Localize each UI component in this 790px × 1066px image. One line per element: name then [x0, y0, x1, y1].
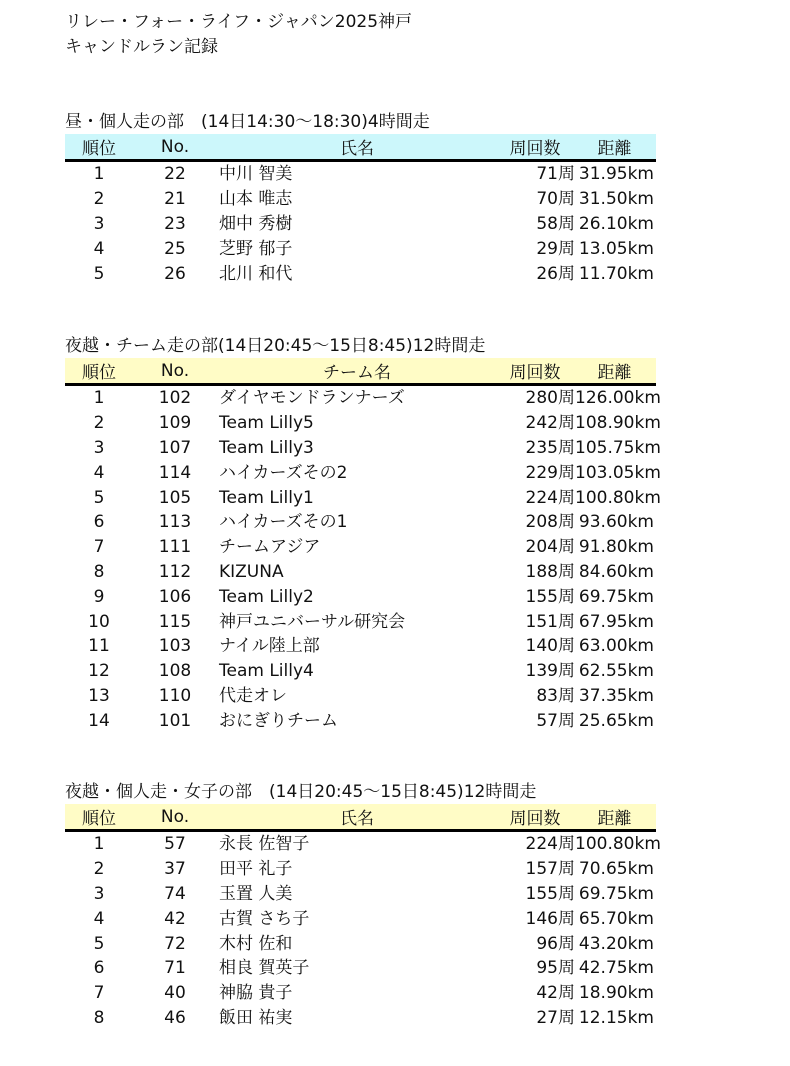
cell-name: Team Lilly5 [219, 413, 314, 434]
column-header-laps: 周回数 [509, 139, 561, 159]
table-header-row [65, 804, 656, 831]
cell-laps: 29周 [536, 238, 575, 259]
cell-distance: 69.75km [578, 883, 654, 904]
column-header-name: 氏名 [340, 139, 374, 159]
cell-distance: 43.20km [578, 933, 654, 954]
results-table-day-individual [65, 134, 656, 286]
table-row [65, 1006, 656, 1031]
column-header-no: No. [160, 136, 190, 157]
table-row [65, 187, 656, 212]
cell-rank: 8 [93, 561, 105, 582]
cell-distance: 25.65km [578, 710, 654, 731]
cell-distance: 108.90km [575, 413, 661, 434]
column-header-distance: 距離 [597, 809, 632, 829]
cell-no: 106 [158, 586, 192, 607]
cell-laps: 229周 [525, 462, 575, 483]
cell-distance: 11.70km [578, 263, 654, 284]
cell-no: 72 [164, 933, 186, 954]
cell-distance: 31.95km [578, 164, 654, 185]
cell-rank: 12 [88, 661, 110, 682]
table-row [65, 510, 656, 535]
cell-no: 21 [164, 189, 186, 210]
section-title-night-team: 夜越・チーム走の部(14日20:45～15日8:45)12時間走 [65, 336, 486, 356]
cell-no: 40 [164, 983, 186, 1004]
cell-name: 北川 和代 [219, 263, 293, 284]
cell-rank: 1 [93, 164, 105, 185]
table-row [65, 931, 656, 956]
cell-no: 107 [158, 437, 192, 458]
column-header-rank: 順位 [82, 139, 116, 159]
cell-distance: 91.80km [578, 537, 654, 558]
cell-no: 22 [164, 164, 186, 185]
cell-no: 102 [158, 388, 192, 409]
column-header-laps: 周回数 [509, 809, 561, 829]
section-title-night-women: 夜越・個人走・女子の部 (14日20:45～15日8:45)12時間走 [65, 782, 537, 802]
cell-distance: 63.00km [578, 636, 654, 657]
table-header-row [65, 134, 656, 161]
cell-rank: 4 [93, 238, 105, 259]
cell-distance: 105.75km [575, 437, 661, 458]
cell-laps: 58周 [536, 213, 575, 234]
cell-laps: 96周 [536, 933, 575, 954]
cell-name: 玉置 人美 [219, 883, 293, 904]
cell-laps: 224周 [525, 487, 575, 508]
cell-laps: 151周 [525, 611, 575, 632]
table-row [65, 535, 656, 560]
cell-rank: 4 [93, 462, 105, 483]
cell-distance: 31.50km [578, 189, 654, 210]
column-header-name: 氏名 [340, 809, 374, 829]
cell-name: KIZUNA [219, 561, 284, 582]
cell-laps: 146周 [525, 908, 575, 929]
cell-laps: 235周 [525, 437, 575, 458]
cell-no: 37 [164, 859, 186, 880]
cell-name: おにぎりチーム [219, 710, 338, 731]
table-row [65, 212, 656, 237]
cell-rank: 9 [93, 586, 105, 607]
cell-distance: 37.35km [578, 685, 654, 706]
table-row [65, 708, 656, 733]
table-row [65, 831, 656, 857]
cell-distance: 12.15km [578, 1007, 654, 1028]
cell-rank: 7 [93, 983, 105, 1004]
cell-no: 101 [158, 710, 192, 731]
cell-no: 46 [164, 1007, 186, 1028]
cell-name: 田平 礼子 [219, 859, 293, 880]
cell-name: 神脇 貴子 [219, 983, 293, 1004]
cell-no: 112 [158, 561, 192, 582]
table-row [65, 460, 656, 485]
table-header-row [65, 358, 656, 385]
cell-rank: 10 [88, 611, 110, 632]
cell-laps: 242周 [525, 413, 575, 434]
cell-name: ナイル陸上部 [219, 636, 320, 657]
table-row [65, 261, 656, 286]
cell-name: 中川 智美 [219, 164, 293, 185]
column-header-distance: 距離 [597, 139, 632, 159]
cell-name: 木村 佐和 [219, 933, 293, 954]
cell-rank: 2 [93, 189, 105, 210]
cell-name: 神戸ユニバーサル研究会 [219, 611, 406, 632]
cell-no: 111 [158, 537, 192, 558]
cell-rank: 5 [93, 263, 105, 284]
cell-distance: 62.55km [578, 661, 654, 682]
cell-no: 26 [164, 263, 186, 284]
table-row [65, 485, 656, 510]
cell-laps: 208周 [525, 512, 575, 533]
table-row [65, 436, 656, 461]
cell-rank: 1 [93, 834, 105, 855]
table-row [65, 385, 656, 411]
cell-laps: 70周 [536, 189, 575, 210]
cell-laps: 83周 [536, 685, 575, 706]
cell-no: 42 [164, 908, 186, 929]
table-row [65, 659, 656, 684]
cell-rank: 5 [93, 487, 105, 508]
cell-no: 109 [158, 413, 192, 434]
cell-laps: 155周 [525, 883, 575, 904]
cell-distance: 67.95km [578, 611, 654, 632]
cell-distance: 93.60km [578, 512, 654, 533]
cell-laps: 188周 [525, 561, 575, 582]
cell-laps: 139周 [525, 661, 575, 682]
cell-name: 古賀 さち子 [219, 908, 310, 929]
table-row [65, 684, 656, 709]
cell-rank: 6 [93, 958, 105, 979]
cell-no: 110 [158, 685, 192, 706]
table-row [65, 981, 656, 1006]
cell-rank: 3 [93, 213, 105, 234]
cell-name: 飯田 祐実 [219, 1007, 293, 1028]
cell-laps: 57周 [536, 710, 575, 731]
column-header-laps: 周回数 [509, 363, 561, 383]
cell-name: 芝野 郁子 [219, 238, 293, 259]
results-table-night-team [65, 358, 661, 733]
cell-laps: 26周 [536, 263, 575, 284]
cell-distance: 26.10km [578, 213, 654, 234]
table-row [65, 560, 656, 585]
cell-rank: 5 [93, 933, 105, 954]
cell-rank: 2 [93, 413, 105, 434]
results-table-night-women [65, 804, 661, 1030]
column-header-rank: 順位 [82, 363, 116, 383]
table-row [65, 634, 656, 659]
cell-name: 山本 唯志 [219, 189, 293, 210]
cell-laps: 42周 [536, 983, 575, 1004]
cell-no: 114 [158, 462, 192, 483]
cell-distance: 13.05km [578, 238, 654, 259]
cell-rank: 1 [93, 388, 105, 409]
cell-name: Team Lilly1 [219, 487, 314, 508]
table-row [65, 161, 656, 187]
cell-no: 71 [164, 958, 186, 979]
cell-name: ハイカーズその2 [219, 462, 348, 483]
cell-name: Team Lilly2 [219, 586, 314, 607]
cell-rank: 3 [93, 437, 105, 458]
document-subtitle: キャンドルラン記録 [65, 37, 218, 57]
column-header-no: No. [160, 806, 190, 827]
cell-rank: 2 [93, 859, 105, 880]
column-header-team-name: チーム名 [323, 363, 391, 383]
cell-no: 23 [164, 213, 186, 234]
cell-distance: 100.80km [575, 487, 661, 508]
cell-distance: 126.00km [575, 388, 661, 409]
cell-laps: 95周 [536, 958, 575, 979]
cell-laps: 204周 [525, 537, 575, 558]
cell-name: Team Lilly3 [219, 437, 314, 458]
table-row [65, 584, 656, 609]
column-header-no: No. [160, 360, 190, 381]
cell-distance: 65.70km [578, 908, 654, 929]
cell-no: 57 [164, 834, 186, 855]
cell-laps: 280周 [525, 388, 575, 409]
cell-distance: 84.60km [578, 561, 654, 582]
cell-laps: 157周 [525, 859, 575, 880]
cell-no: 115 [158, 611, 192, 632]
column-header-rank: 順位 [82, 809, 116, 829]
cell-name: ハイカーズその1 [219, 512, 348, 533]
cell-name: Team Lilly4 [219, 661, 314, 682]
table-row [65, 882, 656, 907]
cell-no: 74 [164, 883, 186, 904]
cell-laps: 224周 [525, 834, 575, 855]
cell-name: 代走オレ [219, 685, 287, 706]
cell-no: 113 [158, 512, 192, 533]
cell-laps: 155周 [525, 586, 575, 607]
cell-distance: 103.05km [575, 462, 661, 483]
cell-no: 103 [158, 636, 192, 657]
cell-distance: 18.90km [578, 983, 654, 1004]
cell-name: ダイヤモンドランナーズ [219, 388, 405, 409]
cell-rank: 6 [93, 512, 105, 533]
cell-rank: 8 [93, 1007, 105, 1028]
cell-rank: 3 [93, 883, 105, 904]
table-row [65, 609, 656, 634]
cell-laps: 71周 [536, 164, 575, 185]
cell-laps: 27周 [536, 1007, 575, 1028]
cell-name: 相良 賀英子 [219, 958, 310, 979]
column-header-distance: 距離 [597, 363, 632, 383]
cell-distance: 69.75km [578, 586, 654, 607]
cell-distance: 100.80km [575, 834, 661, 855]
table-row [65, 411, 656, 436]
document-title: リレー・フォー・ライフ・ジャパン2025神戸 [65, 12, 413, 32]
cell-no: 25 [164, 238, 186, 259]
cell-no: 105 [158, 487, 192, 508]
cell-distance: 70.65km [578, 859, 654, 880]
cell-rank: 11 [88, 636, 110, 657]
table-row [65, 906, 656, 931]
cell-name: 畑中 秀樹 [219, 213, 293, 234]
cell-name: 永長 佐智子 [219, 834, 310, 855]
cell-name: チームアジア [219, 537, 321, 558]
cell-distance: 42.75km [578, 958, 654, 979]
table-row [65, 236, 656, 261]
cell-rank: 4 [93, 908, 105, 929]
table-row [65, 857, 656, 882]
cell-no: 108 [158, 661, 192, 682]
cell-laps: 140周 [525, 636, 575, 657]
cell-rank: 13 [88, 685, 110, 706]
cell-rank: 14 [88, 710, 110, 731]
section-title-day-individual: 昼・個人走の部 (14日14:30～18:30)4時間走 [65, 112, 430, 132]
cell-rank: 7 [93, 537, 105, 558]
table-row [65, 956, 656, 981]
